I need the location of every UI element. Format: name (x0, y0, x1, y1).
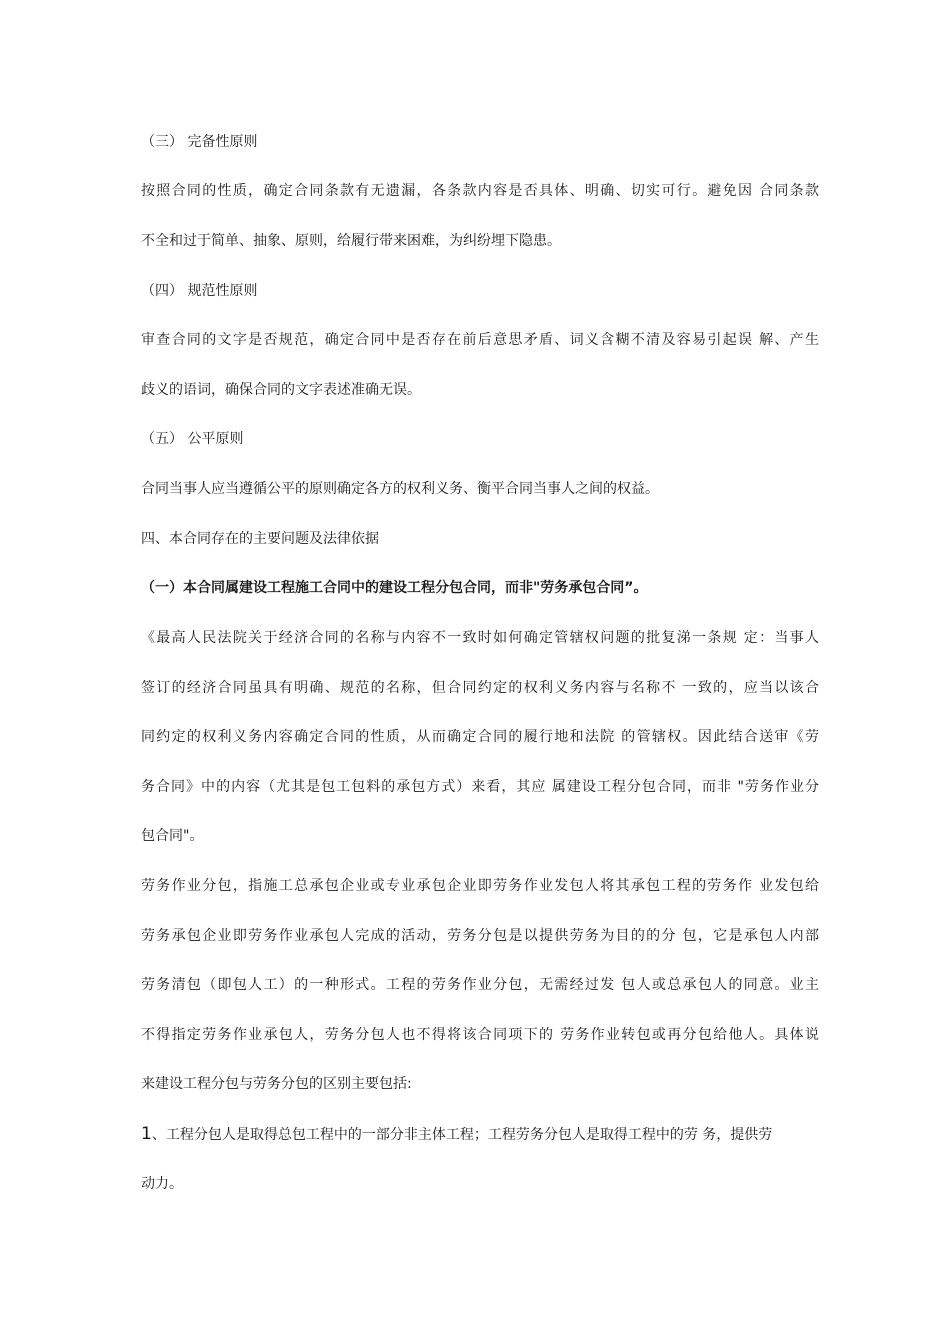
paragraph-line: 《最高人民法院关于经济合同的名称与内容不一致时如何确定管辖权问题的批复涕一条规 定：当事人 (141, 630, 819, 646)
paragraph-line: 合同当事人应当遵循公平的原则确定各方的权利义务、衡平合同当事人之间的权益。 (141, 481, 659, 497)
paragraph-line: 来建设工程分包与劳务分包的区别主要包括: (141, 1076, 412, 1092)
paragraph-line: 务合同》中的内容（尤其是包工包料的承包方式）来看，其应 属建设工程分包合同，而非 "劳务作业分 (141, 779, 819, 795)
paragraph-line: 不得指定劳务作业承包人，劳务分包人也不得将该合同项下的 劳务作业转包或再分包给他人。具体说 (141, 1027, 819, 1043)
paragraph-line: 劳务作业分包，指施工总承包企业或专业承包企业即劳务作业发包人将其承包工程的劳务作 业发包给 (141, 878, 819, 894)
paragraph-line: 审查合同的文字是否规范，确定合同中是否存在前后意思矛盾、词义含糊不清及容易引起误 解、产生 (141, 332, 819, 348)
bold-subheading: （一）本合同属建设工程施工合同中的建设工程分包合同，而非"劳务承包合同”。 (141, 580, 648, 596)
paragraph-line: 按照合同的性质，确定合同条款有无遗漏，各条款内容是否具体、明确、切实可行。避免因 合同条款 (141, 183, 819, 199)
list-number: 1 (141, 1124, 152, 1144)
paragraph-line: 动力。 (141, 1176, 183, 1192)
paragraph-line: 签订的经济合同虽具有明确、规范的名称，但合同约定的权利义务内容与名称不 一致的，应当以该合 (141, 680, 819, 696)
section-heading-standardization: （四） 规范性原则 (141, 283, 258, 299)
paragraph-line: 劳务清包（即包人工）的一种形式。工程的劳务作业分包，无需经过发 包人或总承包人的同意。业主 (141, 977, 819, 993)
paragraph-line: 歧义的语词，确保合同的文字表述准确无误。 (141, 382, 421, 398)
paragraph-line: 包合同"。 (141, 828, 204, 844)
paragraph-line: 劳务承包企业即劳务作业承包人完成的活动，劳务分包是以提供劳务为目的的分 包，它是承包人内部 (141, 928, 819, 944)
list-item-text: 、工程分包人是取得总包工程中的一部分非主体工程；工程劳务分包人是取得工程中的劳 务，提供劳 (151, 1127, 773, 1143)
paragraph-line: 同约定的权利义务内容确定合同的性质，从而确定合同的履行地和法院 的管辖权。因此结合送审《劳 (141, 729, 819, 745)
section-heading-fairness: （五） 公平原则 (141, 431, 244, 447)
chapter-heading: 四、本合同存在的主要问题及法律依据 (141, 531, 379, 547)
section-heading-completeness: （三） 完备性原则 (141, 134, 258, 150)
paragraph-line: 不全和过于简单、抽象、原则，给履行带来困难，为纠纷埋下隐患。 (141, 233, 561, 249)
list-item-1 (141, 1124, 819, 1145)
